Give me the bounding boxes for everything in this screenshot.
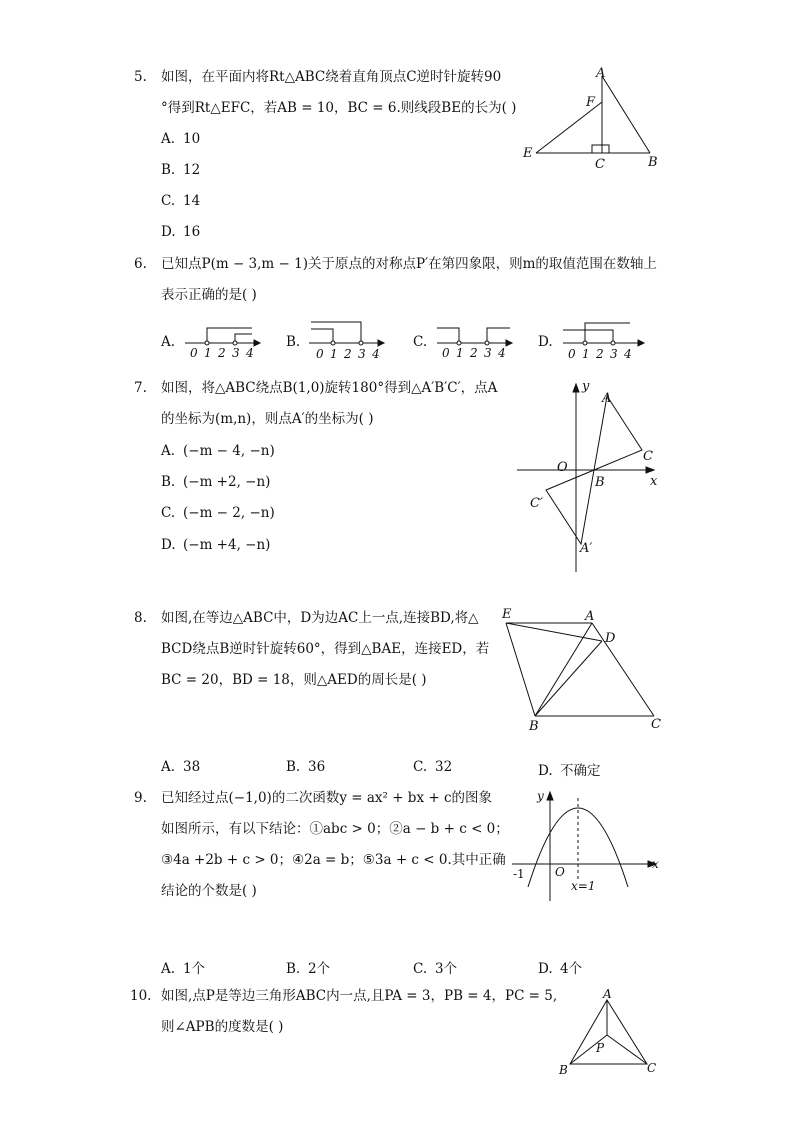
option-c[interactable]: C. 32	[413, 759, 453, 775]
stem-line: 如图所示，有以下结论：①abc > 0；②a − b + c < 0；	[161, 821, 509, 837]
question-number: 7.	[134, 380, 147, 396]
number-line-a[interactable]	[182, 321, 266, 361]
option-a[interactable]: A.	[161, 334, 176, 350]
label-a-prime: A′	[580, 541, 593, 556]
question-number: 8.	[134, 610, 147, 626]
stem-line: BCD绕点B逆时针旋转60°，得到△BAE，连接ED，若	[161, 641, 490, 657]
option-b[interactable]: B. 36	[286, 759, 326, 775]
question-stem	[161, 783, 509, 907]
svg-text:1: 1	[456, 346, 464, 360]
svg-text:1: 1	[204, 346, 212, 360]
label-b: B	[648, 155, 658, 170]
number-line-c[interactable]	[434, 321, 518, 361]
option-a[interactable]: A. 10	[161, 131, 201, 147]
stem-line: 如图，将△ABC绕点B(1,0)旋转180°得到△A′B′C′，点A	[161, 380, 498, 396]
question-number: 9.	[134, 790, 147, 806]
line-pc	[607, 1035, 647, 1064]
svg-text:3: 3	[232, 346, 240, 360]
stem-line: 结论的个数是( )	[161, 883, 257, 899]
label-e: E	[502, 607, 512, 622]
label-c: C	[643, 449, 653, 464]
stem-line: ③4a +2b + c > 0；④2a = b；⑤3a + c < 0.其中正确	[161, 852, 506, 868]
label-axis: x=1	[571, 879, 596, 893]
stem-line: BC = 20，BD = 18，则△AED的周长是( )	[161, 672, 427, 688]
svg-text:1: 1	[330, 347, 338, 361]
question-stem	[161, 981, 581, 1043]
option-c[interactable]: C. (−m − 2, −n)	[161, 505, 275, 521]
figure-q9-parabola	[508, 784, 664, 904]
triangle-abc	[594, 396, 642, 470]
question-stem	[161, 603, 506, 696]
question-number: 10.	[130, 988, 152, 1004]
label-a: A	[596, 66, 606, 81]
option-d[interactable]: D. (−m +4, −n)	[161, 537, 271, 553]
label-c: C	[651, 717, 661, 732]
line-ba	[535, 623, 592, 716]
figure-q10-triangle	[555, 988, 665, 1078]
stem-line: 则∠APB的度数是( )	[161, 1019, 284, 1035]
option-b[interactable]: B. 12	[161, 162, 201, 178]
line-ac	[592, 623, 654, 716]
label-x: x	[652, 857, 659, 871]
svg-text:4: 4	[372, 347, 380, 361]
stem-line: 已知点P(m − 3,m − 1)关于原点的对称点P′在第四象限，则m的取值范围在数轴上	[161, 256, 657, 272]
triangle-a2b2c2	[546, 470, 594, 544]
svg-text:0: 0	[316, 347, 324, 361]
option-a[interactable]: A. 38	[161, 759, 201, 775]
question-stem	[161, 249, 666, 311]
svg-text:4: 4	[498, 346, 506, 360]
svg-text:2: 2	[344, 347, 352, 361]
label-b: B	[529, 719, 539, 734]
question-number: 5.	[134, 69, 147, 85]
option-d[interactable]: D. 16	[161, 224, 201, 240]
question-number: 6.	[134, 256, 147, 272]
label-a: A	[585, 609, 595, 624]
line-ed	[506, 623, 602, 641]
stem-line: 表示正确的是( )	[161, 287, 257, 303]
label-y: y	[537, 789, 544, 803]
svg-text:3: 3	[358, 347, 366, 361]
svg-text:2: 2	[470, 346, 478, 360]
label-y: y	[582, 380, 590, 394]
label-e: E	[523, 146, 533, 161]
svg-text:0: 0	[442, 346, 450, 360]
stem-line: 的坐标为(m,n)，则点A′的坐标为( )	[161, 411, 374, 427]
option-c[interactable]: C. 3个	[413, 961, 458, 977]
label-p: P	[596, 1041, 605, 1055]
option-d[interactable]: D. 4个	[538, 961, 583, 977]
label-f: F	[586, 95, 596, 110]
number-line-d[interactable]	[560, 319, 648, 361]
line-eb	[506, 623, 535, 716]
label-o: O	[557, 460, 568, 475]
svg-text:3: 3	[484, 346, 492, 360]
figure-q8-equilateral	[498, 604, 668, 734]
figure-q7-coordinate	[512, 380, 662, 575]
option-d[interactable]: D.	[538, 334, 553, 350]
label-neg1: -1	[513, 867, 525, 881]
option-b[interactable]: B.	[286, 334, 301, 350]
stem-line: 已知经过点(−1,0)的二次函数y = ax² + bx + c的图象	[161, 790, 493, 806]
label-b: B	[559, 1063, 568, 1077]
svg-text:4: 4	[624, 347, 632, 361]
line-ab	[602, 76, 650, 153]
line-bd	[535, 641, 602, 716]
stem-line: 如图，在平面内将Rt△ABC绕着直角顶点C逆时针旋转90	[161, 69, 502, 85]
label-x: x	[650, 474, 658, 489]
label-d: D	[605, 631, 616, 646]
option-d[interactable]: D. 不确定	[538, 763, 601, 779]
svg-text:1: 1	[582, 347, 590, 361]
label-c: C	[647, 1061, 657, 1075]
option-c[interactable]: C.	[413, 334, 428, 350]
right-angle-mark	[592, 145, 609, 153]
svg-text:2: 2	[218, 346, 226, 360]
option-b[interactable]: B. 2个	[286, 961, 331, 977]
label-o: O	[555, 865, 565, 879]
option-b[interactable]: B. (−m +2, −n)	[161, 474, 271, 490]
question-stem	[161, 62, 521, 124]
stem-line: 如图,点P是等边三角形ABC内一点,且PA = 3，PB = 4，PC = 5,	[161, 988, 558, 1004]
option-c[interactable]: C. 14	[161, 193, 201, 209]
stem-line: °得到Rt△EFC，若AB = 10，BC = 6.则线段BE的长为( )	[161, 100, 517, 116]
label-a: A	[603, 988, 612, 1001]
svg-text:0: 0	[190, 346, 198, 360]
figure-q5-triangle	[520, 66, 670, 172]
option-a[interactable]: A. (−m − 4, −n)	[161, 443, 275, 459]
svg-text:4: 4	[246, 346, 254, 360]
label-c-prime: C′	[530, 496, 543, 511]
svg-text:3: 3	[610, 347, 618, 361]
question-stem	[161, 373, 506, 435]
label-a: A	[602, 391, 612, 406]
label-c: C	[595, 157, 605, 172]
number-line-b[interactable]	[306, 319, 390, 361]
stem-line: 如图,在等边△ABC中，D为边AC上一点,连接BD,将△	[161, 610, 479, 626]
option-a[interactable]: A. 1个	[161, 961, 206, 977]
label-b: B	[595, 475, 605, 490]
svg-text:0: 0	[568, 347, 576, 361]
svg-text:2: 2	[596, 347, 604, 361]
